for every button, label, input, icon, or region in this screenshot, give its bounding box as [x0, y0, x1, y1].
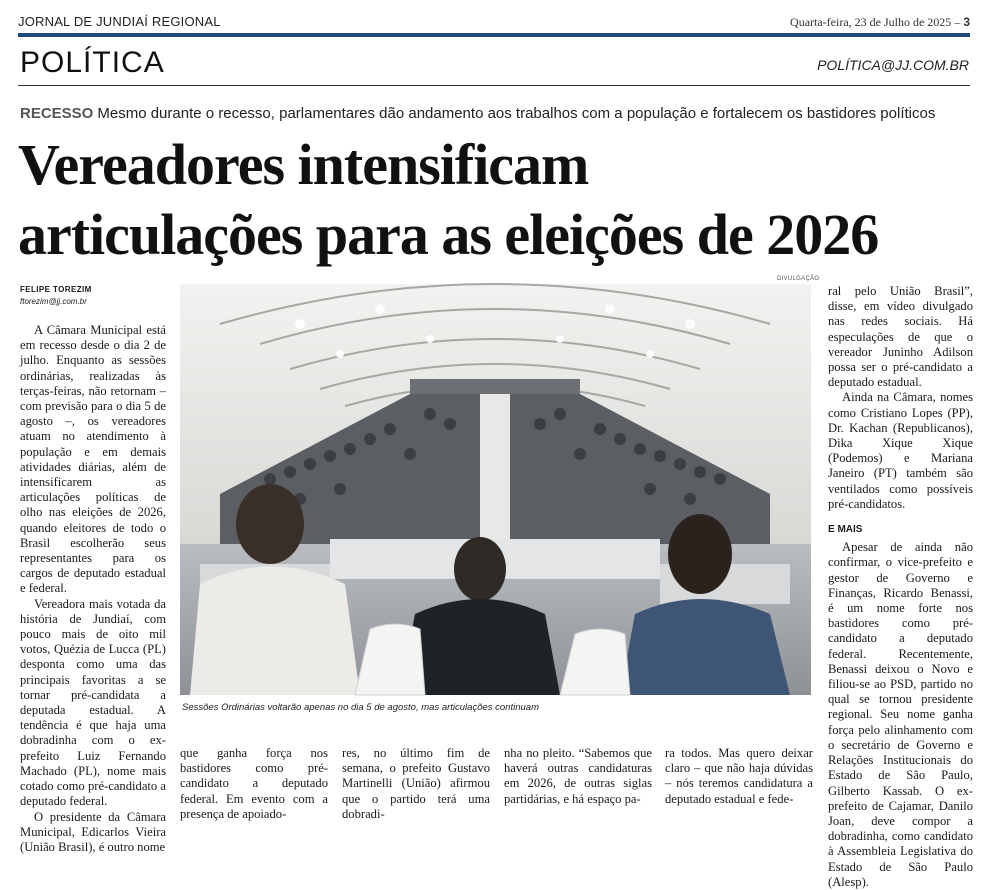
author-email: ftorezim@jj.com.br	[20, 297, 87, 306]
newspaper-name: JORNAL DE JUNDIAÍ REGIONAL	[18, 14, 221, 29]
paragraph: A Câmara Municipal está em recesso desde o dia 2 de julho. Enquanto as sessões ordinárias, realizadas às terças-feiras, não retornam – com previsão para o dia 5 de agosto –, os vereadores atuam no atendimento à população e em demais atividades diárias, além de intensificarem as articulações políticas de olho nas eleições de 2026, quando eleitores de todo o Brasil escolherão seus representantes para os cargos de deputado estadual e federal.	[20, 323, 166, 596]
issue-date: Quarta-feira, 23 de Julho de 2025 – 3	[790, 15, 970, 29]
section-email: POLÍTICA@JJ.COM.BR	[817, 57, 969, 73]
kicker	[20, 105, 935, 122]
kicker-text: Mesmo durante o recesso, parlamentares dão andamento aos trabalhos com a população e fortalecem os bastidores políticos	[97, 105, 936, 122]
paragraph: Apesar de ainda não confirmar, o vice-prefeito e gestor de Governo e Finanças, Ricardo Benassi, é um nome forte nos bastidores como pré-candidato a deputado federal. Recentemente, Benassi deixou o Novo e filiou-se ao PSD, partido no qual se tornou presidente regional. Seu nome ganha força pelo alinhamento com o secretário de Governo e Relações Institucionais do Estado de São Paulo, Gilberto Kassab. O ex-prefeito de Cajamar, Danilo Joan, deve compor a dobradinha, como candidato à Assembleia Legislativa do Estado de São Paulo (Alesp).	[828, 540, 973, 889]
staircase	[480, 394, 510, 544]
article-column-5: ra todos. Mas quero deixar claro – que não haja dúvidas – nós teremos candidatura a deputado estadual e fede-	[665, 746, 813, 806]
chamber-photo	[180, 284, 811, 695]
article-column-1	[20, 323, 166, 854]
section-divider	[18, 85, 970, 86]
section-title: POLÍTICA	[20, 46, 165, 79]
byline	[20, 285, 92, 306]
photo-caption: Sessões Ordinárias voltarão apenas no dia 5 de agosto, mas articulações continuam	[182, 702, 539, 713]
kicker-tag: RECESSO	[20, 105, 94, 122]
page-number: 3	[963, 15, 970, 29]
header-rule	[18, 33, 970, 37]
chamber-photo-illustration	[180, 284, 811, 695]
author-name: FELIPE TOREZIM	[20, 285, 92, 294]
headline-line-2: articulações para as eleições de 2026	[18, 202, 879, 267]
headline	[18, 130, 973, 270]
article-column-6	[828, 284, 973, 889]
page-header	[18, 14, 970, 32]
date-text: Quarta-feira, 23 de Julho de 2025	[790, 15, 952, 29]
subheading: E MAIS	[828, 524, 863, 536]
paragraph: Ainda na Câmara, nomes como Cristiano Lopes (PP), Dr. Kachan (Republicanos), Dika Xique Xique (Podemos) e Mariana Janeiro (PT) também são ventilados como possíveis pré-candidatos.	[828, 390, 973, 511]
photo-credit: DIVULGAÇÃO	[777, 276, 820, 282]
paragraph: O presidente da Câmara Municipal, Edicarlos Vieira (União Brasil), é outro nome	[20, 809, 166, 854]
paragraph: ral pelo União Brasil”, disse, em vídeo divulgado nas redes sociais. Há especulações de que o vereador Juninho Adilson possa ser o pré-candidato a deputado estadual.	[828, 284, 973, 390]
paragraph: Vereadora mais votada da história de Jundiaí, com pouco mais de oito mil votos, Quézia de Lucca (PL) desponta como uma das principais favoritas a se tornar pré-candidata a deputada estadual. A tendência é que haja uma dobradinha com o ex-prefeito Luiz Fernando Machado (PL), nome mais cotado como pré-candidato a deputado federal.	[20, 596, 166, 809]
article-column-3: res, no último fim de semana, o prefeito Gustavo Martinelli (União) afirmou que o partido terá uma dobradi-	[342, 746, 490, 821]
headline-line-1: Vereadores intensificam	[18, 132, 589, 197]
article-column-2: que ganha força nos bastidores como pré-candidato a deputado federal. Em evento com a presença de apoiado-	[180, 746, 328, 821]
article-column-4: nha no pleito. “Sabemos que haverá outras candidaturas em 2026, de outras siglas partidárias, e há espaço pa-	[504, 746, 652, 806]
